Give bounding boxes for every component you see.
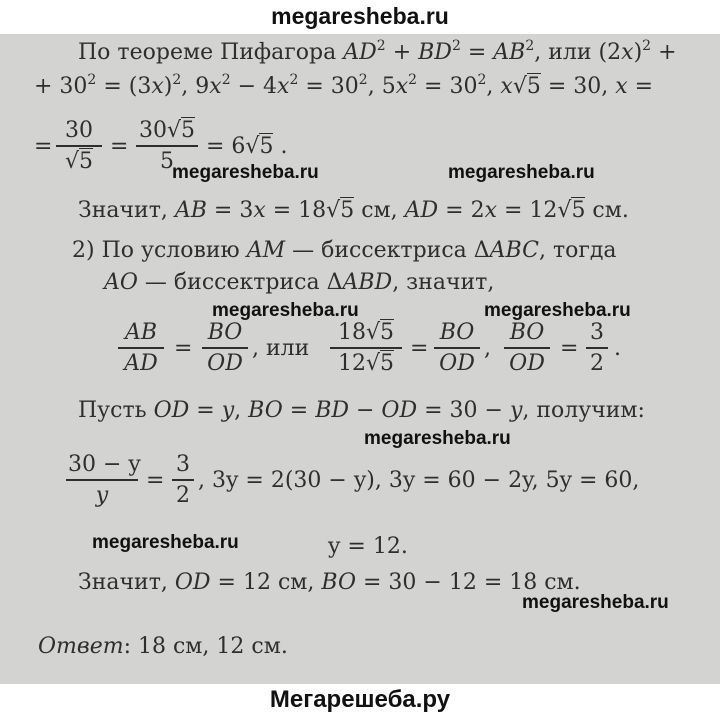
- solution-line-6: AO — биссектриса ΔABD, значит,: [104, 270, 495, 295]
- period: .: [614, 336, 621, 361]
- eq-sign-2: =: [110, 134, 129, 159]
- eq-sign: =: [560, 336, 579, 361]
- fraction-denominator: 2: [590, 351, 604, 376]
- eq-sign: =: [146, 468, 165, 493]
- solution-line-11: Значит, OD = 12 см, BO = 30 − 12 = 18 см.: [78, 570, 581, 595]
- fraction-numerator: BO: [207, 320, 243, 345]
- fraction-bar: [66, 479, 138, 481]
- fraction-denominator: AD: [124, 351, 158, 376]
- fraction-bar: [172, 479, 194, 481]
- eq-sign: =: [174, 336, 193, 361]
- fraction-3-over-2: [586, 320, 608, 377]
- fraction-numerator: BO: [509, 320, 545, 345]
- fraction-bar: [330, 347, 402, 349]
- fraction-bar: [56, 145, 102, 147]
- fraction-3-over-2: [172, 452, 194, 509]
- fraction-ab-over-ad: [118, 320, 164, 377]
- fraction-numerator: 30: [65, 118, 93, 143]
- fraction-denominator: 12√5: [337, 351, 394, 376]
- fraction-bar: [504, 347, 550, 349]
- eq-sign: =: [410, 336, 429, 361]
- fraction-18root5-over-12root5: [330, 320, 402, 377]
- fraction-denominator: √5: [64, 149, 94, 174]
- answer-label: Ответ: [38, 634, 124, 659]
- fraction-numerator: 18√5: [337, 320, 394, 345]
- comma: ,: [484, 336, 491, 361]
- fraction-denominator: OD: [439, 351, 475, 376]
- fraction-numerator: AB: [124, 320, 158, 345]
- answer-value: : 18 см, 12 см.: [123, 634, 288, 659]
- solution-line-4: Значит, AB = 3x = 18√5 см, AD = 2x = 12√5 см.: [78, 198, 629, 223]
- solution-line-5: 2) По условию AM — биссектриса ΔABC, тогда: [72, 238, 617, 263]
- fraction-30-over-root5: [56, 118, 102, 175]
- result-6root5: = 6√5 .: [206, 134, 288, 159]
- fraction-denominator: OD: [207, 351, 243, 376]
- fraction-numerator: 30√5: [138, 118, 195, 143]
- fraction-bo-over-od: [202, 320, 248, 377]
- watermark: megaresheba.ru: [212, 300, 359, 321]
- fraction-bar: [202, 347, 248, 349]
- fraction-bar: [586, 347, 608, 349]
- answer-line: [38, 634, 288, 660]
- fraction-denominator: OD: [509, 351, 545, 376]
- site-footer-brand: Мегарешеба.ру: [0, 684, 720, 718]
- solution-line-2: + $30^2 = (3x)^2$, $9x^2 - 4x^2 = 30^2$, $5x^2 = 30^2$, x√5 = 30, x =: [34, 72, 654, 99]
- watermark: megaresheba.ru: [92, 532, 239, 553]
- textbook-page: [0, 34, 720, 684]
- fraction-bo-over-od-2: [434, 320, 480, 377]
- fraction-numerator: 30 − y: [68, 452, 141, 477]
- fraction-30-minus-y-over-y: [66, 452, 141, 509]
- fraction-denominator: 5: [160, 149, 174, 174]
- fraction-numerator: 3: [176, 452, 190, 477]
- fraction-bar: [136, 145, 198, 147]
- equation-chain: , 3y = 2(30 − y), 3y = 60 − 2y, 5y = 60,: [198, 468, 640, 493]
- text-ili: , или: [252, 336, 310, 361]
- fraction-denominator: y: [95, 483, 109, 508]
- fraction-bo-over-od-3: [504, 320, 550, 377]
- solution-line-10: y = 12.: [328, 534, 408, 559]
- watermark: megaresheba.ru: [448, 162, 595, 183]
- fraction-bar: [434, 347, 480, 349]
- solution-line-1: По теореме Пифагора $AD^2 + BD^2 = AB^2$, или $(2x)^2$ +: [78, 38, 677, 65]
- fraction-denominator: 2: [176, 483, 190, 508]
- watermark: megaresheba.ru: [172, 162, 319, 183]
- watermark: megaresheba.ru: [522, 592, 669, 613]
- eq-sign-1: =: [34, 134, 53, 159]
- fraction-numerator: 3: [590, 320, 604, 345]
- watermark: megaresheba.ru: [484, 300, 631, 321]
- watermark: megaresheba.ru: [364, 428, 511, 449]
- fraction-bar: [118, 347, 164, 349]
- site-header-watermark: megaresheba.ru: [0, 0, 720, 34]
- fraction-numerator: BO: [439, 320, 475, 345]
- solution-line-8: Пусть OD = y, BO = BD − OD = 30 − y, получим:: [78, 398, 645, 423]
